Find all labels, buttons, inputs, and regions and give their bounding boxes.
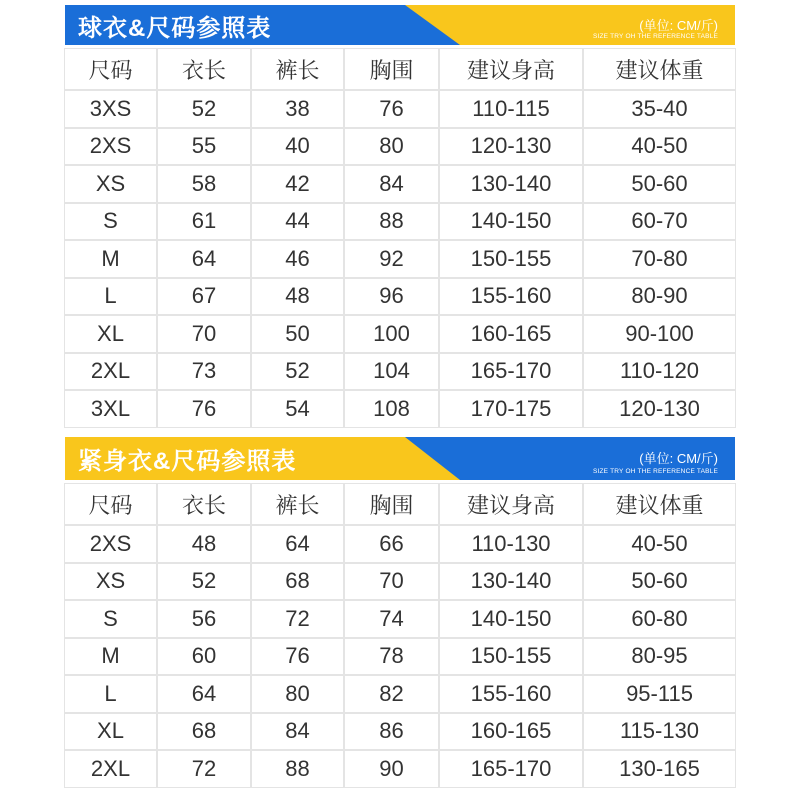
table-cell: 165-170 bbox=[440, 354, 582, 390]
table-cell: 76 bbox=[158, 391, 250, 427]
size-cell: 2XL bbox=[65, 751, 156, 787]
table-cell: 54 bbox=[252, 391, 343, 427]
table-cell: 48 bbox=[252, 279, 343, 315]
table-header-cell: 建议身高 bbox=[440, 484, 582, 524]
size-cell: M bbox=[65, 639, 156, 675]
table-cell: 120-130 bbox=[584, 391, 735, 427]
banner-subtitle: SIZE TRY OH THE REFERENCE TABLE bbox=[592, 468, 718, 475]
jersey-size-table bbox=[65, 49, 735, 427]
table-cell: 86 bbox=[345, 714, 438, 750]
table-header-cell: 尺码 bbox=[65, 49, 156, 89]
table-cell: 165-170 bbox=[440, 751, 582, 787]
table-cell: 70 bbox=[345, 564, 438, 600]
table-cell: 44 bbox=[252, 204, 343, 240]
table-cell: 46 bbox=[252, 241, 343, 277]
table-cell: 72 bbox=[158, 751, 250, 787]
table-cell: 95-115 bbox=[584, 676, 735, 712]
table-cell: 130-165 bbox=[584, 751, 735, 787]
table-cell: 80 bbox=[252, 676, 343, 712]
table-cell: 80-90 bbox=[584, 279, 735, 315]
table-cell: 70-80 bbox=[584, 241, 735, 277]
table-cell: 140-150 bbox=[440, 601, 582, 637]
section-title: 球衣&尺码参照表 bbox=[78, 14, 272, 42]
table-cell: 68 bbox=[252, 564, 343, 600]
table-cell: 170-175 bbox=[440, 391, 582, 427]
table-cell: 130-140 bbox=[440, 564, 582, 600]
compression-size-table bbox=[65, 484, 735, 787]
table-header-cell: 裤长 bbox=[252, 484, 343, 524]
size-cell: 2XS bbox=[65, 129, 156, 165]
size-cell: 3XS bbox=[65, 91, 156, 127]
table-cell: 88 bbox=[345, 204, 438, 240]
size-cell: S bbox=[65, 204, 156, 240]
table-cell: 42 bbox=[252, 166, 343, 202]
table-cell: 50 bbox=[252, 316, 343, 352]
section-title: 紧身衣&尺码参照表 bbox=[78, 448, 297, 475]
table-header-cell: 胸围 bbox=[345, 49, 438, 89]
table-cell: 52 bbox=[158, 91, 250, 127]
table-cell: 104 bbox=[345, 354, 438, 390]
size-cell: XL bbox=[65, 316, 156, 352]
size-cell: M bbox=[65, 241, 156, 277]
table-cell: 88 bbox=[252, 751, 343, 787]
size-cell: 2XS bbox=[65, 526, 156, 562]
table-header-cell: 尺码 bbox=[65, 484, 156, 524]
table-cell: 55 bbox=[158, 129, 250, 165]
table-cell: 130-140 bbox=[440, 166, 582, 202]
table-cell: 76 bbox=[345, 91, 438, 127]
table-cell: 110-130 bbox=[440, 526, 582, 562]
size-cell: XL bbox=[65, 714, 156, 750]
table-cell: 90 bbox=[345, 751, 438, 787]
compression-size-banner bbox=[65, 437, 735, 480]
table-cell: 110-115 bbox=[440, 91, 582, 127]
table-cell: 115-130 bbox=[584, 714, 735, 750]
size-cell: L bbox=[65, 676, 156, 712]
table-cell: 120-130 bbox=[440, 129, 582, 165]
table-cell: 64 bbox=[252, 526, 343, 562]
table-cell: 58 bbox=[158, 166, 250, 202]
table-cell: 92 bbox=[345, 241, 438, 277]
table-header-cell: 衣长 bbox=[158, 49, 250, 89]
table-cell: 40-50 bbox=[584, 129, 735, 165]
table-header-cell: 建议体重 bbox=[584, 49, 735, 89]
table-cell: 50-60 bbox=[584, 166, 735, 202]
table-cell: 96 bbox=[345, 279, 438, 315]
table-cell: 155-160 bbox=[440, 279, 582, 315]
table-header-cell: 衣长 bbox=[158, 484, 250, 524]
table-header-cell: 建议体重 bbox=[584, 484, 735, 524]
table-cell: 38 bbox=[252, 91, 343, 127]
size-cell: S bbox=[65, 601, 156, 637]
table-cell: 74 bbox=[345, 601, 438, 637]
table-cell: 90-100 bbox=[584, 316, 735, 352]
table-cell: 155-160 bbox=[440, 676, 582, 712]
table-cell: 64 bbox=[158, 241, 250, 277]
table-cell: 150-155 bbox=[440, 241, 582, 277]
table-cell: 72 bbox=[252, 601, 343, 637]
table-cell: 40 bbox=[252, 129, 343, 165]
table-cell: 56 bbox=[158, 601, 250, 637]
size-cell: XS bbox=[65, 166, 156, 202]
table-cell: 160-165 bbox=[440, 316, 582, 352]
table-cell: 84 bbox=[345, 166, 438, 202]
table-cell: 67 bbox=[158, 279, 250, 315]
table-cell: 50-60 bbox=[584, 564, 735, 600]
table-cell: 150-155 bbox=[440, 639, 582, 675]
table-cell: 110-120 bbox=[584, 354, 735, 390]
table-cell: 60-70 bbox=[584, 204, 735, 240]
table-cell: 76 bbox=[252, 639, 343, 675]
table-cell: 64 bbox=[158, 676, 250, 712]
jersey-size-banner bbox=[65, 5, 735, 45]
table-cell: 84 bbox=[252, 714, 343, 750]
table-cell: 48 bbox=[158, 526, 250, 562]
size-cell: XS bbox=[65, 564, 156, 600]
size-cell: 2XL bbox=[65, 354, 156, 390]
table-cell: 140-150 bbox=[440, 204, 582, 240]
table-cell: 60-80 bbox=[584, 601, 735, 637]
table-cell: 52 bbox=[158, 564, 250, 600]
size-cell: L bbox=[65, 279, 156, 315]
size-cell: 3XL bbox=[65, 391, 156, 427]
unit-label: (单位: CM/斤) bbox=[639, 451, 718, 466]
table-cell: 160-165 bbox=[440, 714, 582, 750]
unit-label: (单位: CM/斤) bbox=[639, 18, 718, 33]
table-cell: 82 bbox=[345, 676, 438, 712]
table-cell: 35-40 bbox=[584, 91, 735, 127]
table-header-cell: 胸围 bbox=[345, 484, 438, 524]
table-header-cell: 建议身高 bbox=[440, 49, 582, 89]
table-cell: 61 bbox=[158, 204, 250, 240]
table-cell: 78 bbox=[345, 639, 438, 675]
table-header-cell: 裤长 bbox=[252, 49, 343, 89]
table-cell: 80 bbox=[345, 129, 438, 165]
table-cell: 52 bbox=[252, 354, 343, 390]
table-cell: 40-50 bbox=[584, 526, 735, 562]
table-cell: 100 bbox=[345, 316, 438, 352]
table-cell: 73 bbox=[158, 354, 250, 390]
table-cell: 80-95 bbox=[584, 639, 735, 675]
table-cell: 68 bbox=[158, 714, 250, 750]
table-cell: 66 bbox=[345, 526, 438, 562]
table-cell: 108 bbox=[345, 391, 438, 427]
table-cell: 60 bbox=[158, 639, 250, 675]
table-cell: 70 bbox=[158, 316, 250, 352]
banner-subtitle: SIZE TRY OH THE REFERENCE TABLE bbox=[592, 33, 718, 40]
